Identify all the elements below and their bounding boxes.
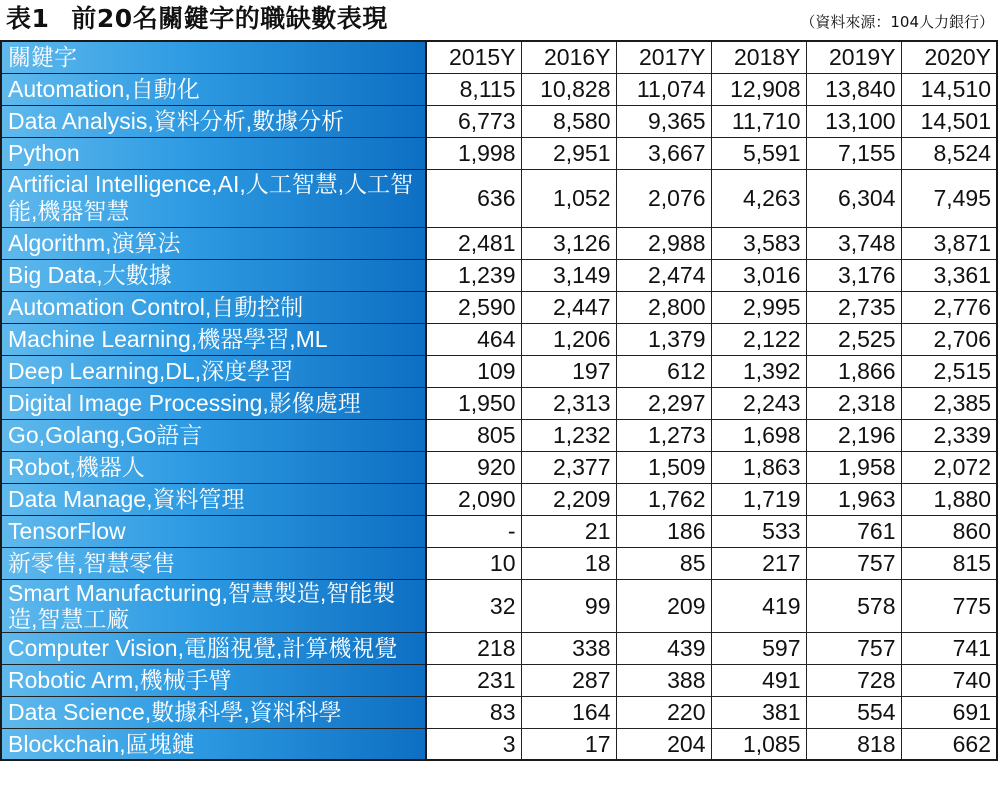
value-cell: 109 (426, 355, 521, 387)
keyword-cell: Data Analysis,資料分析,數據分析 (1, 105, 426, 137)
keyword-cell: Automation Control,自動控制 (1, 291, 426, 323)
value-cell: 757 (806, 547, 901, 579)
value-cell: 741 (901, 632, 997, 664)
value-cell: 920 (426, 451, 521, 483)
table-row (1, 419, 997, 451)
value-cell: 3,361 (901, 259, 997, 291)
value-cell: 2,995 (711, 291, 806, 323)
value-cell: 3,583 (711, 227, 806, 259)
value-cell: 728 (806, 664, 901, 696)
column-header-year: 2018Y (711, 41, 806, 73)
job-openings-table (0, 40, 998, 761)
table-row (1, 451, 997, 483)
value-cell: 815 (901, 547, 997, 579)
value-cell: 21 (521, 515, 616, 547)
table-row (1, 105, 997, 137)
value-cell: 3,016 (711, 259, 806, 291)
value-cell: 2,735 (806, 291, 901, 323)
keyword-cell: Smart Manufacturing,智慧製造,智能製造,智慧工廠 (1, 579, 426, 632)
value-cell: 740 (901, 664, 997, 696)
value-cell: 612 (616, 355, 711, 387)
table-row (1, 259, 997, 291)
keyword-cell: Data Manage,資料管理 (1, 483, 426, 515)
value-cell: 1,719 (711, 483, 806, 515)
value-cell: 491 (711, 664, 806, 696)
value-cell: 775 (901, 579, 997, 632)
value-cell: 2,525 (806, 323, 901, 355)
value-cell: 218 (426, 632, 521, 664)
table-row (1, 547, 997, 579)
value-cell: 164 (521, 696, 616, 728)
keyword-cell: Artificial Intelligence,AI,人工智慧,人工智能,機器智慧 (1, 169, 426, 227)
value-cell: 1,866 (806, 355, 901, 387)
keyword-cell: Robotic Arm,機械手臂 (1, 664, 426, 696)
keyword-cell: Blockchain,區塊鏈 (1, 728, 426, 760)
value-cell: 1,509 (616, 451, 711, 483)
value-cell: 1,998 (426, 137, 521, 169)
value-cell: 761 (806, 515, 901, 547)
table-row (1, 579, 997, 632)
value-cell: 3,871 (901, 227, 997, 259)
value-cell: 2,090 (426, 483, 521, 515)
value-cell: 8,580 (521, 105, 616, 137)
value-cell: 6,773 (426, 105, 521, 137)
keyword-cell: Automation,自動化 (1, 73, 426, 105)
value-cell: 11,710 (711, 105, 806, 137)
value-cell: 2,339 (901, 419, 997, 451)
keyword-cell: Data Science,數據科學,資料科學 (1, 696, 426, 728)
value-cell: 2,447 (521, 291, 616, 323)
table-body (1, 73, 997, 760)
value-cell: 85 (616, 547, 711, 579)
table-title (6, 2, 388, 36)
value-cell: 691 (901, 696, 997, 728)
value-cell: 14,501 (901, 105, 997, 137)
value-cell: 8,115 (426, 73, 521, 105)
value-cell: 1,950 (426, 387, 521, 419)
value-cell: 209 (616, 579, 711, 632)
table-title-text: 前20名關鍵字的職缺數表現 (71, 4, 388, 33)
table-header-bar (0, 0, 1000, 40)
data-source-note: （資料來源：104人力銀行） (800, 13, 994, 31)
value-cell: 2,377 (521, 451, 616, 483)
value-cell: 2,951 (521, 137, 616, 169)
value-cell: 2,706 (901, 323, 997, 355)
table-row (1, 73, 997, 105)
value-cell: 2,076 (616, 169, 711, 227)
column-header-year: 2017Y (616, 41, 711, 73)
column-header-year: 2015Y (426, 41, 521, 73)
value-cell: 1,880 (901, 483, 997, 515)
table-row (1, 728, 997, 760)
value-cell: 12,908 (711, 73, 806, 105)
table-row (1, 632, 997, 664)
value-cell: 2,800 (616, 291, 711, 323)
value-cell: 3,748 (806, 227, 901, 259)
value-cell: 464 (426, 323, 521, 355)
value-cell: 636 (426, 169, 521, 227)
value-cell: 7,155 (806, 137, 901, 169)
value-cell: 388 (616, 664, 711, 696)
value-cell: 287 (521, 664, 616, 696)
value-cell: 597 (711, 632, 806, 664)
value-cell: 2,209 (521, 483, 616, 515)
table-row (1, 169, 997, 227)
column-header-year: 2020Y (901, 41, 997, 73)
value-cell: 338 (521, 632, 616, 664)
table-row (1, 323, 997, 355)
value-cell: 1,379 (616, 323, 711, 355)
value-cell: 2,318 (806, 387, 901, 419)
value-cell: 2,122 (711, 323, 806, 355)
value-cell: 439 (616, 632, 711, 664)
value-cell: 1,232 (521, 419, 616, 451)
value-cell: 757 (806, 632, 901, 664)
value-cell: 13,840 (806, 73, 901, 105)
table-row (1, 664, 997, 696)
value-cell: 2,243 (711, 387, 806, 419)
value-cell: 554 (806, 696, 901, 728)
value-cell: 11,074 (616, 73, 711, 105)
value-cell: 3,126 (521, 227, 616, 259)
table-number: 表1 (6, 4, 50, 33)
keyword-cell: Big Data,大數據 (1, 259, 426, 291)
value-cell: 1,863 (711, 451, 806, 483)
value-cell: 2,590 (426, 291, 521, 323)
value-cell: 32 (426, 579, 521, 632)
column-header-keyword: 關鍵字 (1, 41, 426, 73)
value-cell: 197 (521, 355, 616, 387)
value-cell: 99 (521, 579, 616, 632)
value-cell: 818 (806, 728, 901, 760)
value-cell: 2,988 (616, 227, 711, 259)
value-cell: 231 (426, 664, 521, 696)
value-cell: 2,313 (521, 387, 616, 419)
value-cell: 6,304 (806, 169, 901, 227)
value-cell: 1,958 (806, 451, 901, 483)
value-cell: 186 (616, 515, 711, 547)
value-cell: 533 (711, 515, 806, 547)
value-cell: 3,176 (806, 259, 901, 291)
keyword-cell: Algorithm,演算法 (1, 227, 426, 259)
value-cell: 9,365 (616, 105, 711, 137)
table-row (1, 696, 997, 728)
header-row (1, 41, 997, 73)
value-cell: 2,385 (901, 387, 997, 419)
value-cell: 381 (711, 696, 806, 728)
value-cell: 3,667 (616, 137, 711, 169)
value-cell: 419 (711, 579, 806, 632)
table-row (1, 291, 997, 323)
keyword-cell: Digital Image Processing,影像處理 (1, 387, 426, 419)
table-row (1, 355, 997, 387)
value-cell: 13,100 (806, 105, 901, 137)
value-cell: 18 (521, 547, 616, 579)
table-row (1, 515, 997, 547)
value-cell: 1,273 (616, 419, 711, 451)
value-cell: 17 (521, 728, 616, 760)
value-cell: 5,591 (711, 137, 806, 169)
value-cell: 7,495 (901, 169, 997, 227)
table-row (1, 387, 997, 419)
keyword-cell: Machine Learning,機器學習,ML (1, 323, 426, 355)
value-cell: 1,698 (711, 419, 806, 451)
value-cell: 2,776 (901, 291, 997, 323)
keyword-cell: Go,Golang,Go語言 (1, 419, 426, 451)
value-cell: 4,263 (711, 169, 806, 227)
value-cell: 3 (426, 728, 521, 760)
value-cell: 1,085 (711, 728, 806, 760)
keyword-cell: Robot,機器人 (1, 451, 426, 483)
keyword-cell: Computer Vision,電腦視覺,計算機視覺 (1, 632, 426, 664)
value-cell: 204 (616, 728, 711, 760)
value-cell: 2,196 (806, 419, 901, 451)
value-cell: 10 (426, 547, 521, 579)
value-cell: 860 (901, 515, 997, 547)
value-cell: 3,149 (521, 259, 616, 291)
keyword-cell: Python (1, 137, 426, 169)
value-cell: 1,052 (521, 169, 616, 227)
value-cell: 1,963 (806, 483, 901, 515)
value-cell: 217 (711, 547, 806, 579)
column-header-year: 2019Y (806, 41, 901, 73)
value-cell: 805 (426, 419, 521, 451)
value-cell: 2,474 (616, 259, 711, 291)
value-cell: 220 (616, 696, 711, 728)
keyword-cell: Deep Learning,DL,深度學習 (1, 355, 426, 387)
value-cell: 83 (426, 696, 521, 728)
table-row (1, 483, 997, 515)
value-cell: 1,239 (426, 259, 521, 291)
value-cell: 2,072 (901, 451, 997, 483)
value-cell: 1,206 (521, 323, 616, 355)
value-cell: - (426, 515, 521, 547)
keyword-cell: 新零售,智慧零售 (1, 547, 426, 579)
table-row (1, 137, 997, 169)
value-cell: 662 (901, 728, 997, 760)
value-cell: 578 (806, 579, 901, 632)
value-cell: 1,392 (711, 355, 806, 387)
value-cell: 14,510 (901, 73, 997, 105)
value-cell: 2,297 (616, 387, 711, 419)
value-cell: 10,828 (521, 73, 616, 105)
column-header-year: 2016Y (521, 41, 616, 73)
keyword-cell: TensorFlow (1, 515, 426, 547)
value-cell: 1,762 (616, 483, 711, 515)
value-cell: 2,481 (426, 227, 521, 259)
table-row (1, 227, 997, 259)
value-cell: 8,524 (901, 137, 997, 169)
value-cell: 2,515 (901, 355, 997, 387)
